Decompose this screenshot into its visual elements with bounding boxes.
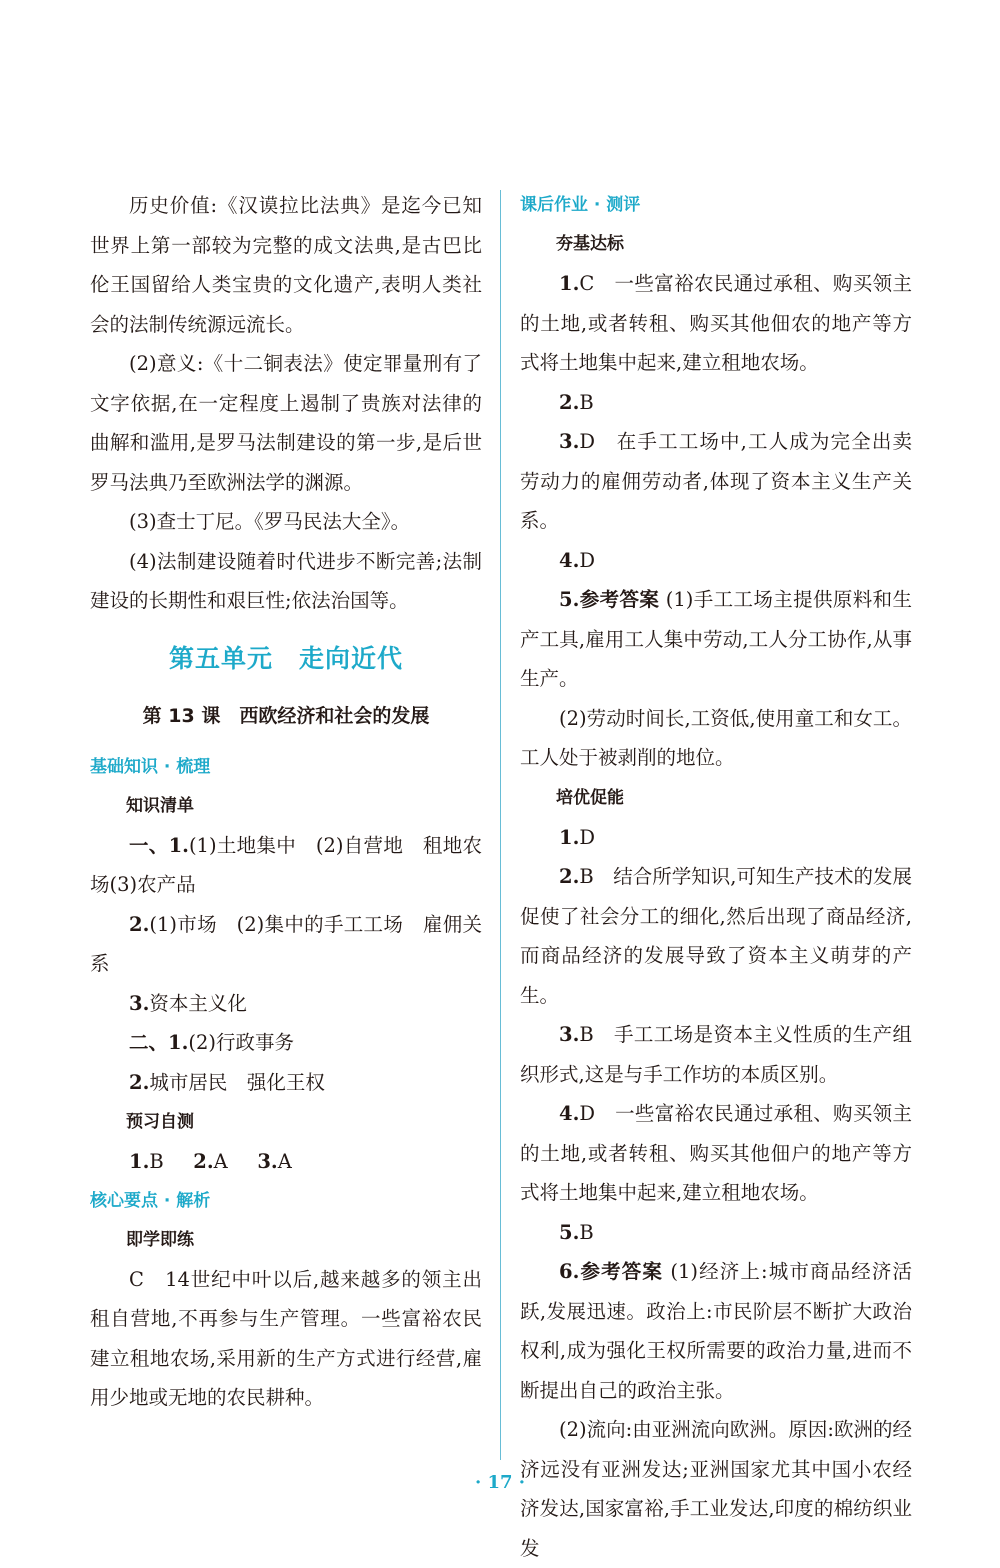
item-text: D	[579, 548, 595, 572]
item-number: 3.	[129, 991, 150, 1015]
item-number: 2.	[129, 1070, 150, 1094]
answer-item	[520, 1213, 912, 1253]
item-text: (1)手工工场主提供原料和生产工具,雇用工人集中劳动,工人分工协作,从事生产。	[520, 588, 912, 690]
right-column	[520, 186, 912, 1568]
answer-item	[90, 1142, 482, 1182]
item-text: D 在手工工场中,工人成为完全出卖劳动力的雇佣劳动者,体现了资本主义生产关系。	[520, 430, 912, 532]
answer-item	[520, 1252, 912, 1410]
answer-label: 参考答案	[579, 1260, 664, 1283]
answer-item	[90, 984, 482, 1024]
item-number: 2.	[559, 390, 580, 414]
item-number: 5.	[559, 588, 580, 611]
item-number: 1.	[559, 272, 580, 295]
item-text: B 结合所学知识,可知生产技术的发展促使了社会分工的细化,然后出现了商品经济,而商品经济的发展导致了资本主义萌芽的产生。	[520, 865, 912, 1007]
lesson-title: 第 13 课 西欧经济和社会的发展	[142, 704, 430, 727]
item-text: (2)行政事务	[188, 1031, 294, 1054]
answer-paragraph: 历史价值:《汉谟拉比法典》是迄今已知世界上第一部较为完整的成文法典,是古巴比伦王国留给人类宝贵的文化遗产,表明人类社会的法制传统源远流长。	[90, 194, 482, 336]
answer-item	[90, 1023, 482, 1063]
item-text: D	[579, 825, 595, 849]
item-number: 二、1.	[129, 1031, 189, 1054]
column-divider	[500, 190, 501, 1460]
item-text: 资本主义化	[149, 991, 247, 1015]
answer-item	[520, 264, 912, 383]
item-text: A	[277, 1150, 292, 1173]
item-text: B	[579, 390, 594, 414]
item-text: (1)经济上:城市商品经济活跃,发展迅速。政治上:市民阶层不断扩大政治权利,成为强化王权所需要的政治力量,进而不断提出自己的政治主张。	[520, 1260, 912, 1402]
answer-item	[520, 857, 912, 1015]
item-number: 4.	[559, 1102, 580, 1125]
answer-paragraph: (2)流向:由亚洲流向欧洲。原因:欧洲的经济远没有亚洲发达;亚洲国家尤其中国小农经济发达,国家富裕,手工业发达,印度的棉纺织业发	[520, 1418, 912, 1560]
item-text: (1)市场 (2)集中的手工工场 雇佣关系	[90, 912, 482, 975]
item-text: B 手工工场是资本主义性质的生产组织形式,这是与手工作坊的本质区别。	[520, 1023, 912, 1086]
item-number: 2.	[129, 912, 150, 936]
answer-paragraph: (4)法制建设随着时代进步不断完善;法制建设的长期性和艰巨性;依法治国等。	[90, 549, 482, 612]
item-number: 2.	[559, 865, 580, 888]
item-text: B	[579, 1220, 594, 1244]
section-heading: 课后作业 · 测评	[520, 195, 641, 215]
item-number: 3.	[559, 430, 580, 453]
answer-item	[520, 383, 912, 423]
item-number: 5.	[559, 1220, 580, 1244]
answer-item	[90, 826, 482, 905]
item-text: D 一些富裕农民通过承租、购买领主的土地,或者转租、购买其他佃户的地产等方式将土地集中起来,建立租地农场。	[520, 1102, 912, 1204]
item-text: A	[213, 1150, 228, 1173]
item-number: 3.	[257, 1150, 278, 1173]
answer-item	[90, 905, 482, 984]
item-number: 6.	[559, 1260, 580, 1283]
answer-item	[90, 1063, 482, 1103]
item-number: 3.	[559, 1023, 580, 1046]
item-number: 4.	[559, 548, 580, 572]
item-text: B	[149, 1150, 164, 1173]
answer-item	[520, 818, 912, 858]
answer-item	[520, 1094, 912, 1213]
answer-label: 参考答案	[579, 588, 660, 611]
item-number: 1.	[559, 825, 580, 849]
unit-title: 第五单元 走向近代	[168, 643, 403, 673]
item-text: C 一些富裕农民通过承租、购买领主的土地,或者转租、购买其他佃农的地产等方式将土地集中起来,建立租地农场。	[520, 272, 912, 374]
section-heading: 基础知识 · 梳理	[90, 756, 211, 777]
answer-item	[520, 541, 912, 581]
answer-paragraph: (2)劳动时间长,工资低,使用童工和女工。工人处于被剥削的地位。	[520, 706, 912, 769]
answer-item	[520, 580, 912, 699]
subsection-heading: 即学即练	[126, 1229, 194, 1250]
section-heading: 核心要点 · 解析	[90, 1190, 211, 1211]
answer-paragraph: C 14世纪中叶以后,越来越多的领主出租自营地,不再参与生产管理。一些富裕农民建立租地农场,采用新的生产方式进行经营,雇用少地或无地的农民耕种。	[90, 1267, 482, 1409]
subsection-heading: 培优促能	[556, 787, 624, 808]
item-number: 一、1.	[129, 833, 189, 857]
subsection-heading: 预习自测	[126, 1112, 194, 1132]
subsection-heading: 夯基达标	[556, 234, 624, 254]
answer-item	[520, 422, 912, 541]
item-text: 城市居民 强化王权	[149, 1070, 325, 1094]
item-number: 2.	[193, 1150, 214, 1173]
answer-item	[520, 1015, 912, 1094]
left-column	[90, 186, 482, 1418]
item-text: (1)土地集中 (2)自营地 租地农场(3)农产品	[90, 833, 483, 896]
item-number: 1.	[129, 1150, 150, 1173]
page-number: · 17 ·	[474, 1472, 526, 1493]
subsection-heading: 知识清单	[126, 795, 194, 816]
answer-paragraph: (3)查士丁尼。《罗马民法大全》。	[129, 510, 411, 533]
answer-paragraph: (2)意义:《十二铜表法》使定罪量刑有了文字依据,在一定程度上遏制了贵族对法律的曲解和滥用,是罗马法制建设的第一步,是后世罗马法典乃至欧洲法学的渊源。	[90, 352, 482, 494]
